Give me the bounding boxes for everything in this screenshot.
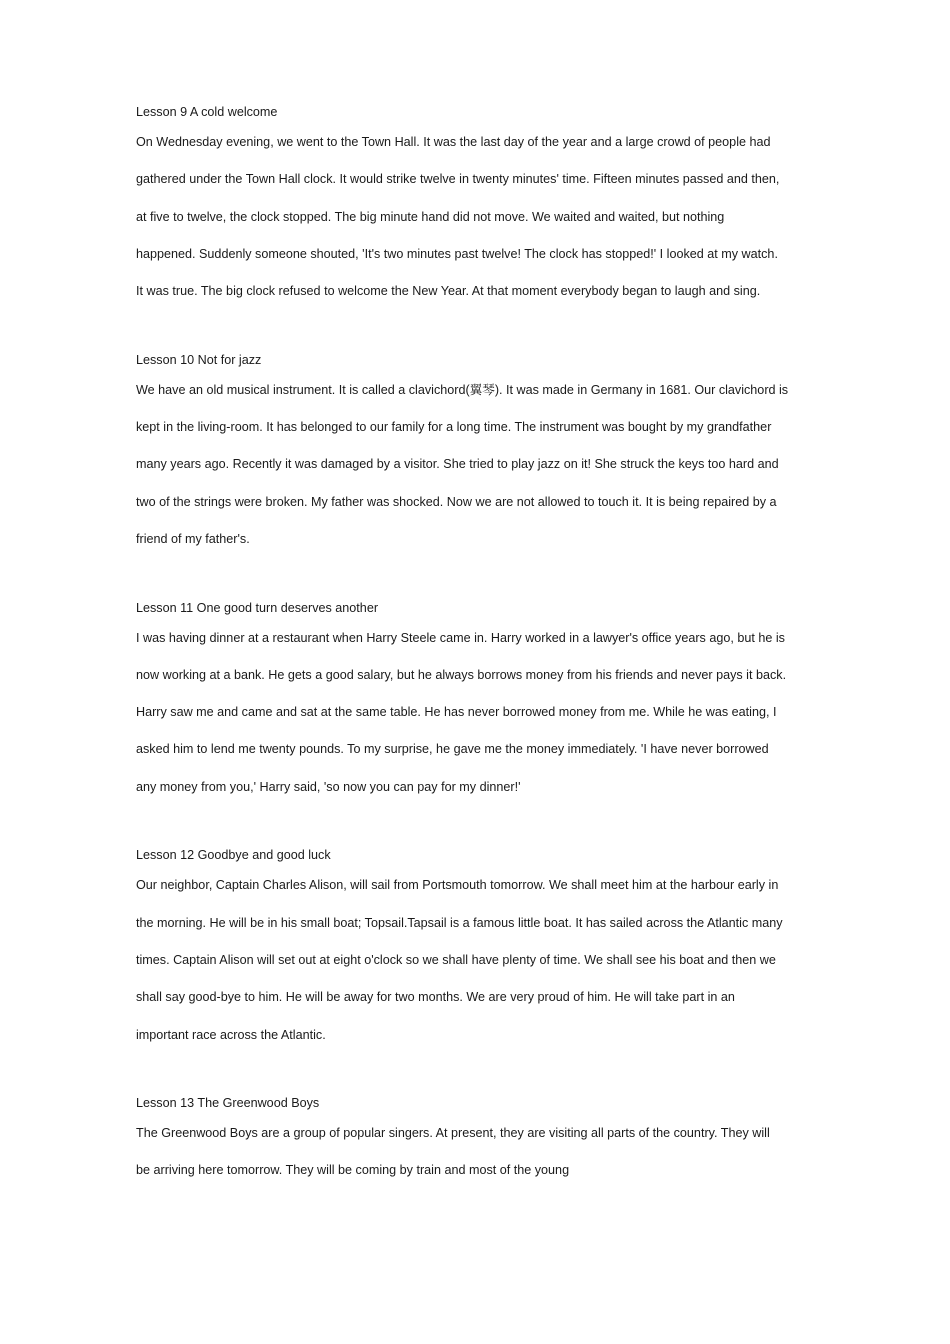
text-line: happened. Suddenly someone shouted, 'It's two minutes past twelve! The clock has stopped!' I looked at my watch. bbox=[136, 246, 778, 261]
lesson-title: Lesson 12 Goodbye and good luck bbox=[136, 848, 331, 863]
lesson-10 bbox=[136, 348, 826, 558]
text-line: times. Captain Alison will set out at eight o'clock so we shall have plenty of time. We shall see his boat and then we bbox=[136, 952, 776, 967]
text-line: be arriving here tomorrow. They will be coming by train and most of the young bbox=[136, 1163, 570, 1178]
lesson-body bbox=[136, 867, 826, 1053]
text-line: kept in the living-room. It has belonged to our family for a long time. The instrument was bought by my grandfather bbox=[136, 420, 772, 435]
text-line: shall say good-bye to him. He will be away for two months. We are very proud of him. He will take part in an bbox=[136, 990, 735, 1005]
text-line: Our neighbor, Captain Charles Alison, will sail from Portsmouth tomorrow. We shall meet him at the harbour early in bbox=[136, 878, 779, 893]
text-line: now working at a bank. He gets a good salary, but he always borrows money from his friends and never pays it back. bbox=[136, 667, 787, 682]
lesson-12 bbox=[136, 843, 826, 1053]
lesson-body bbox=[136, 372, 826, 558]
text-line: The Greenwood Boys are a group of popular singers. At present, they are visiting all parts of the country. They will bbox=[136, 1126, 770, 1141]
text-line: Harry saw me and came and sat at the same table. He has never borrowed money from me. While he was eating, I bbox=[136, 705, 777, 720]
text-line: gathered under the Town Hall clock. It would strike twelve in twenty minutes' time. Fifteen minutes passed and then, bbox=[136, 172, 780, 187]
lesson-body bbox=[136, 124, 826, 310]
lesson-title: Lesson 11 One good turn deserves another bbox=[136, 600, 379, 615]
text-line: important race across the Atlantic. bbox=[136, 1027, 326, 1042]
text-line: two of the strings were broken. My father was shocked. Now we are not allowed to touch it. It is being repaired by a bbox=[136, 494, 777, 509]
text-line: I was having dinner at a restaurant when Harry Steele came in. Harry worked in a lawyer's office years ago, but he is bbox=[136, 630, 785, 645]
lesson-13 bbox=[136, 1091, 826, 1190]
text-line: the morning. He will be in his small boat; Topsail.Tapsail is a famous little boat. It has sailed across the Atlantic many bbox=[136, 915, 783, 930]
text-line: On Wednesday evening, we went to the Town Hall. It was the last day of the year and a large crowd of people had bbox=[136, 135, 771, 149]
lesson-11 bbox=[136, 596, 826, 806]
lesson-9 bbox=[136, 100, 826, 310]
text-line: It was true. The big clock refused to welcome the New Year. At that moment everybody began to laugh and sing. bbox=[136, 284, 761, 299]
lesson-body bbox=[136, 620, 826, 806]
lesson-body bbox=[136, 1115, 826, 1190]
lesson-title: Lesson 13 The Greenwood Boys bbox=[136, 1096, 320, 1111]
lesson-title: Lesson 9 A cold welcome bbox=[136, 105, 278, 119]
lesson-title: Lesson 10 Not for jazz bbox=[136, 352, 262, 367]
text-line: asked him to lend me twenty pounds. To my surprise, he gave me the money immediately. 'I have never borrowed bbox=[136, 742, 769, 757]
text-line: friend of my father's. bbox=[136, 531, 250, 546]
text-line: many years ago. Recently it was damaged by a visitor. She tried to play jazz on it! She struck the keys too hard and bbox=[136, 457, 779, 472]
text-line: We have an old musical instrument. It is called a clavichord(翼琴). It was made in Germany in 1681. Our clavichord is bbox=[136, 382, 789, 397]
text-line: any money from you,' Harry said, 'so now you can pay for my dinner!' bbox=[136, 779, 521, 794]
document-page bbox=[136, 100, 826, 1227]
text-line: at five to twelve, the clock stopped. The big minute hand did not move. We waited and waited, but nothing bbox=[136, 209, 725, 224]
